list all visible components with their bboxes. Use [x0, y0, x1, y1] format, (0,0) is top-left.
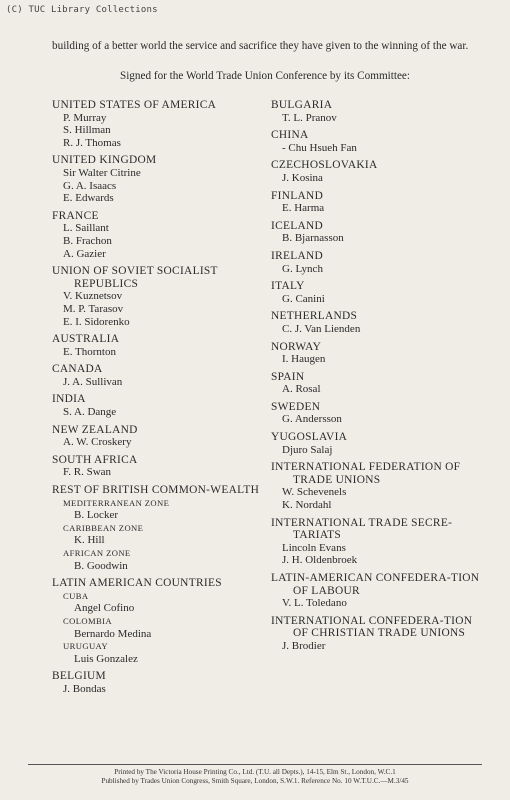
country-entry [52, 99, 262, 149]
country-entry [271, 220, 486, 245]
country-entry [52, 454, 262, 479]
zone-label: CARIBBEAN ZONE [63, 522, 144, 533]
country-name: SPAIN [271, 370, 305, 383]
country-entry [271, 371, 486, 396]
country-name: NETHERLANDS [271, 310, 358, 323]
signatory-name: Lincoln Evans [282, 541, 346, 554]
country-name: YUGOSLAVIA [271, 431, 348, 444]
organization-name: INTERNATIONAL FEDERATION OF TRADE UNIONS [271, 461, 461, 486]
country-name: INDIA [52, 393, 86, 406]
zone-label: COLOMBIA [63, 615, 113, 626]
country-entry [52, 424, 262, 449]
signatory-name: J. H. Oldenbroek [282, 554, 358, 567]
signatory-name: Luis Gonzalez [74, 652, 138, 665]
signatory-name: S. A. Dange [63, 406, 117, 419]
country-entry [52, 210, 262, 260]
printer-line: Printed by The Victoria House Printing Co., Ltd. (T.U. all Depts.), 14-15, Elm St., London, W.C.1 [114, 768, 396, 776]
zone-label: AFRICAN ZONE [63, 548, 131, 558]
country-entry [271, 280, 486, 305]
organization-name: LATIN-AMERICAN CONFEDERA-TION OF LABOUR [271, 572, 480, 597]
signatory-name: A. W. Croskery [63, 436, 132, 449]
country-name: CZECHOSLOVAKIA [271, 159, 378, 172]
signatory-name: C. J. Van Lienden [282, 322, 361, 335]
organization-entry [271, 615, 486, 653]
signatory-name: G. A. Isaacs [63, 179, 117, 192]
signatory-name: R. J. Thomas [63, 136, 121, 149]
country-name: NEW ZEALAND [52, 423, 138, 436]
signatory-name: T. L. Pranov [282, 111, 337, 124]
country-name: SWEDEN [271, 400, 321, 413]
country-name: NORWAY [271, 340, 322, 353]
left-signatory-column [52, 99, 262, 701]
signatory-name: E. Edwards [63, 192, 114, 205]
signatory-name: J. Kosina [282, 171, 323, 184]
country-entry [271, 341, 486, 366]
right-signatory-column [271, 99, 486, 658]
signatory-name: G. Canini [282, 292, 325, 305]
signatory-name: E. I. Sidorenko [63, 315, 130, 328]
country-name: UNITED KINGDOM [52, 154, 157, 167]
signatory-name: B. Locker [74, 509, 118, 522]
signatory-name: I. Haugen [282, 353, 326, 366]
zone-label: CUBA [63, 590, 89, 601]
zone-label: URUGUAY [63, 641, 108, 652]
copyright-watermark: (C) TUC Library Collections [6, 5, 158, 15]
signatory-name: Angel Cofino [74, 602, 135, 615]
signatory-name: B. Frachon [63, 234, 112, 247]
signatory-name: A. Rosal [282, 383, 321, 396]
country-entry [52, 265, 262, 328]
country-name: ICELAND [271, 219, 324, 232]
signatory-name: V. Kuznetsov [63, 290, 123, 303]
organization-entry [271, 461, 486, 511]
country-name: FINLAND [271, 189, 324, 202]
signatory-name: K. Nordahl [282, 499, 332, 512]
zone-label: MEDITERRANEAN ZONE [63, 497, 170, 508]
signatory-name: K. Hill [74, 534, 105, 547]
signatory-name: P. Murray [63, 111, 107, 124]
country-name: IRELAND [271, 249, 324, 262]
country-entry [271, 190, 486, 215]
signatory-name: B. Goodwin [74, 559, 128, 572]
country-entry [271, 159, 486, 184]
signatory-name: A. Gazier [63, 247, 106, 260]
country-entry [271, 99, 486, 124]
country-name: CHINA [271, 129, 309, 142]
signed-line: Signed for the World Trade Union Conference by its Committee: [119, 70, 411, 82]
signatory-name: - Chu Hsueh Fan [282, 141, 357, 154]
country-entry [52, 670, 262, 695]
signatory-name: B. Bjarnasson [282, 232, 344, 245]
printer-footer [28, 764, 482, 787]
signatory-name: Sir Walter Citrine [63, 166, 141, 179]
country-entry [271, 401, 486, 426]
country-name: SOUTH AFRICA [52, 453, 138, 466]
country-name: BELGIUM [52, 670, 106, 683]
signatory-name: E. Harma [282, 202, 325, 215]
signatory-name: J. A. Sullivan [63, 375, 123, 388]
country-entry [271, 129, 486, 154]
country-entry [52, 393, 262, 418]
signatory-name: F. R. Swan [63, 466, 112, 479]
country-name: UNITED STATES OF AMERICA [52, 99, 217, 111]
country-name: ITALY [271, 280, 305, 293]
publisher-line: Published by Trades Union Congress, Smith Square, London, S.W.1. Reference No. 10 W.T.U.C.—M.3/45 [101, 777, 409, 786]
country-entry [52, 577, 262, 665]
signatory-name: J. Brodier [282, 639, 326, 652]
signatory-name: S. Hillman [63, 124, 111, 137]
country-entry [52, 154, 262, 204]
signatory-name: W. Schevenels [282, 486, 347, 499]
country-entry [52, 363, 262, 388]
intro-paragraph: building of a better world the service and sacrifice they have given to the winning of the war. [52, 40, 469, 52]
country-name: BULGARIA [271, 99, 333, 111]
signatory-name: E. Thornton [63, 345, 116, 358]
signatory-name: Bernardo Medina [74, 627, 152, 640]
country-name: CANADA [52, 363, 103, 376]
signatory-name: L. Saillant [63, 222, 109, 235]
signatory-name: V. L. Toledano [282, 597, 347, 610]
organization-name: INTERNATIONAL CONFEDERA-TION OF CHRISTIAN TRADE UNIONS [271, 614, 473, 640]
signatory-name: G. Andersson [282, 413, 342, 426]
signatory-name: G. Lynch [282, 262, 323, 275]
country-entry [271, 310, 486, 335]
country-entry [52, 333, 262, 358]
country-entry [271, 250, 486, 275]
organization-entry [271, 572, 486, 610]
country-name: AUSTRALIA [52, 333, 120, 346]
country-entry [52, 484, 262, 572]
organization-name: INTERNATIONAL TRADE SECRE-TARIATS [271, 516, 453, 542]
country-name: LATIN AMERICAN COUNTRIES [52, 577, 222, 590]
organization-entry [271, 517, 486, 567]
country-name: UNION OF SOVIET SOCIALIST REPUBLICS [52, 265, 218, 290]
signatory-name: Djuro Salaj [282, 443, 333, 456]
signatory-name: J. Bondas [63, 682, 106, 695]
country-name: REST OF BRITISH COMMON-WEALTH [52, 484, 260, 497]
country-entry [271, 431, 486, 456]
signatory-name: M. P. Tarasov [63, 302, 124, 315]
country-name: FRANCE [52, 209, 99, 222]
